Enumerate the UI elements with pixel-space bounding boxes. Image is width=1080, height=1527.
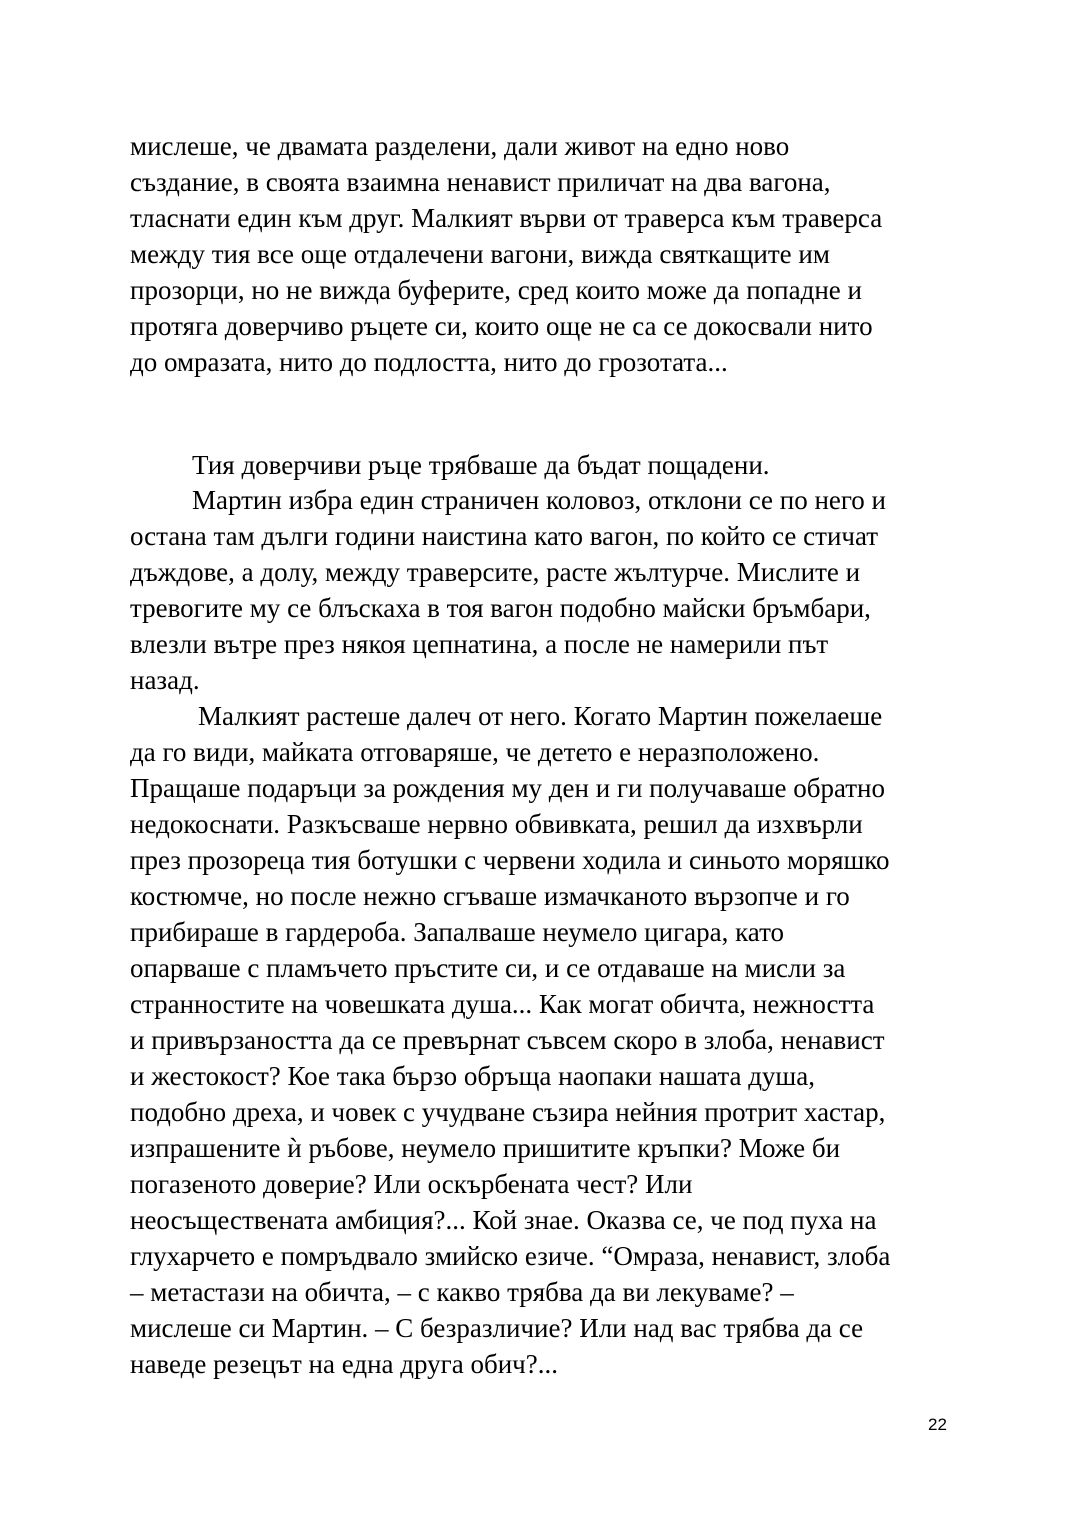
text-line: през прозореца тия ботушки с червени ходила и синьото моряшко: [130, 845, 890, 875]
text-line: мислеше си Мартин. – С безразличие? Или над вас трябва да се: [130, 1313, 864, 1343]
paragraph-4: [130, 698, 960, 1382]
text-line: между тия все още отдалечени вагони, вижда святкащите им: [130, 239, 830, 269]
text-line: да го види, майката отговаряше, че детето е неразположено.: [130, 737, 820, 767]
text-line: Тия доверчиви ръце трябваше да бъдат пощадени.: [192, 450, 770, 480]
text-line: – метастази на обичта, – с какво трябва да ви лекуваме? –: [130, 1277, 794, 1307]
text-line: назад.: [130, 665, 200, 695]
paragraph-3: [130, 482, 960, 698]
text-line: Мартин избра един страничен коловоз, отклони се по него и: [192, 485, 886, 515]
text-line: до омразата, нито до подлостта, нито до грозотата...: [130, 347, 728, 377]
text-line: недокоснати. Разкъсваше нервно обвивката, решил да изхвърли: [130, 809, 863, 839]
text-line: костюмче, но после нежно сгъваше измачканото вързопче и го: [130, 881, 850, 911]
text-line: дъждове, а долу, между траверсите, расте жълтурче. Мислите и: [130, 557, 861, 587]
text-line: погазеното доверие? Или оскърбената чест? Или: [130, 1169, 693, 1199]
text-line: протяга доверчиво ръцете си, които още не са се докосвали нито: [130, 311, 873, 341]
paragraph-2: [130, 447, 960, 483]
page-number: 22: [928, 1415, 947, 1434]
text-line: остана там дълги години наистина като вагон, по който се стичат: [130, 521, 879, 551]
text-line: мислеше, че двамата разделени, дали живот на едно ново: [130, 131, 790, 161]
text-line: неосъществената амбиция?... Кой знае. Оказва се, че под пуха на: [130, 1205, 877, 1235]
text-line: глухарчето е помръдвало змийско езиче. “Омраза, ненавист, злоба: [130, 1241, 891, 1271]
text-line: опарваше с пламъчето пръстите си, и се отдаваше на мисли за: [130, 953, 846, 983]
text-line: Пращаше подаръци за рождения му ден и ги получаваше обратно: [130, 773, 885, 803]
text-line: наведе резецът на една друга обич?...: [130, 1349, 558, 1379]
text-line: тласнати един към друг. Малкият върви от траверса към траверса: [130, 203, 883, 233]
text-line: и жестокост? Кое така бързо обръща наопаки нашата душа,: [130, 1061, 815, 1091]
text-line: прибираше в гардероба. Запалваше неумело цигара, като: [130, 917, 785, 947]
text-line: създание, в своята взаимна ненавист приличат на два вагона,: [130, 167, 831, 197]
paragraph-1: [130, 128, 960, 380]
text-line: странностите на човешката душа... Как могат обичта, нежността: [130, 989, 875, 1019]
text-line: и привързаността да се превърнат съвсем скоро в злоба, ненавист: [130, 1025, 885, 1055]
text-line: прозорци, но не вижда буферите, сред които може да попадне и: [130, 275, 862, 305]
text-line: подобно дреха, и човек с учудване съзира нейния протрит хастар,: [130, 1097, 886, 1127]
text-line: Малкият растеше далеч от него. Когато Мартин пожелаеше: [198, 701, 883, 731]
text-line: влезли вътре през някоя цепнатина, а после не намерили път: [130, 629, 829, 659]
text-line: изпрашените ѝ ръбове, неумело пришитите кръпки? Може би: [130, 1133, 841, 1163]
text-line: тревогите му се блъскаха в тоя вагон подобно майски бръмбари,: [130, 593, 871, 623]
